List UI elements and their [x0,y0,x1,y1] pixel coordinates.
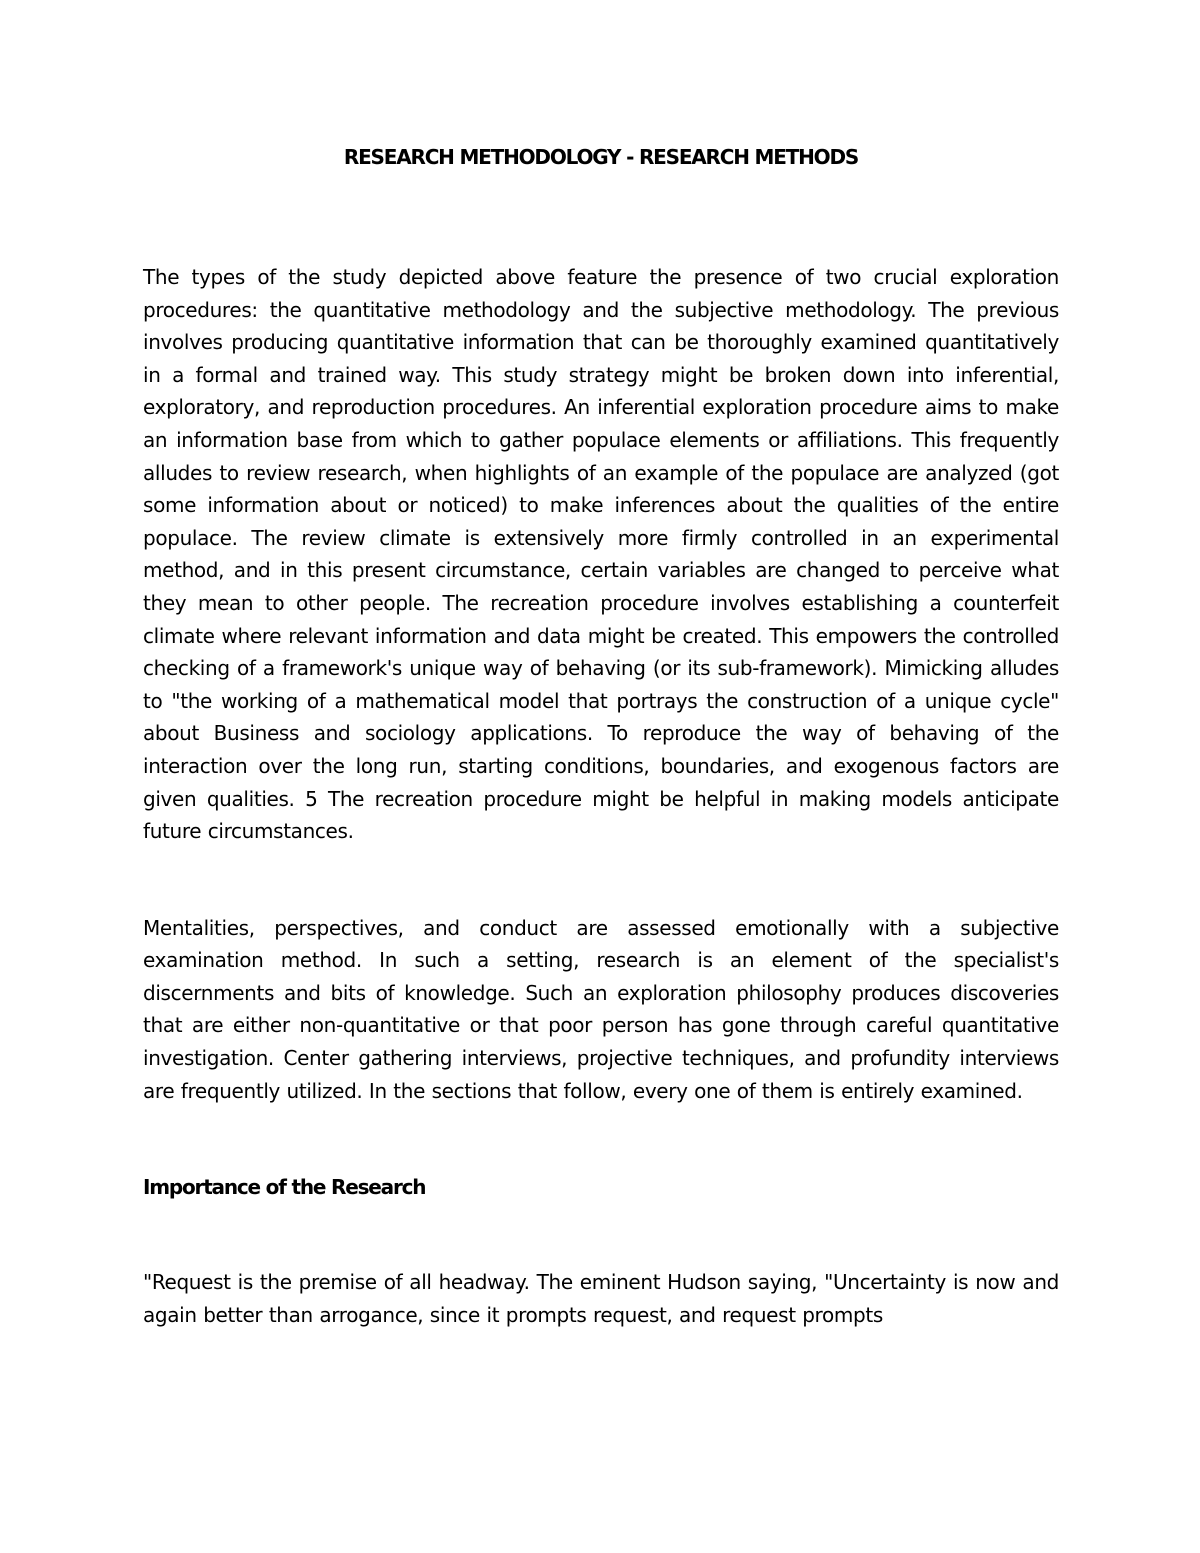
document-body [143,142,1059,1331]
paragraph-subjective-methodology: Mentalities, perspectives, and conduct are assessed emotionally with a subjective examination method. In such a setting, research is an element of the specialist's discernments and bits of knowledge. Such an exploration philosophy produces discoveries that are either non-quantitative or that poor person has gone through careful quantitative investigation. Center gathering interviews, projective techniques, and profundity interviews are frequently utilized. In the sections that follow, every one of them is entirely examined. [143,915,1059,1103]
section-heading-importance: Importance of the Research [143,1175,426,1200]
document-title: RESEARCH METHODOLOGY - RESEARCH METHODS [343,145,859,169]
paragraph-importance-of-research: "Request is the premise of all headway. The eminent Hudson saying, "Uncertainty is now and again better than arrogance, since it prompts request, and request prompts [143,1270,1059,1327]
paragraph-quantitative-methodology: The types of the study depicted above feature the presence of two crucial exploration procedures: the quantitative methodology and the subjective methodology. The previous involves producing quantitative information that can be thoroughly examined quantitatively in a formal and trained way. This study strategy might be broken down into inferential, exploratory, and reproduction procedures. An inferential exploration procedure aims to make an information base from which to gather populace elements or affiliations. This frequently alludes to review research, when highlights of an example of the populace are analyzed (got some information about or noticed) to make inferences about the qualities of the entire populace. The review climate is extensively more firmly controlled in an experimental method, and in this present circumstance, certain variables are changed to perceive what they mean to other people. The recreation procedure involves establishing a counterfeit climate where relevant information and data might be created. This empowers the controlled checking of a framework's unique way of behaving (or its sub-framework). Mimicking alludes to "the working of a mathematical model that portrays the construction of a unique cycle" about Business and sociology applications. To reproduce the way of behaving of the interaction over the long run, starting conditions, boundaries, and exogenous factors are given qualities. 5 The recreation procedure might be helpful in making models anticipate future circumstances. [143,265,1059,844]
